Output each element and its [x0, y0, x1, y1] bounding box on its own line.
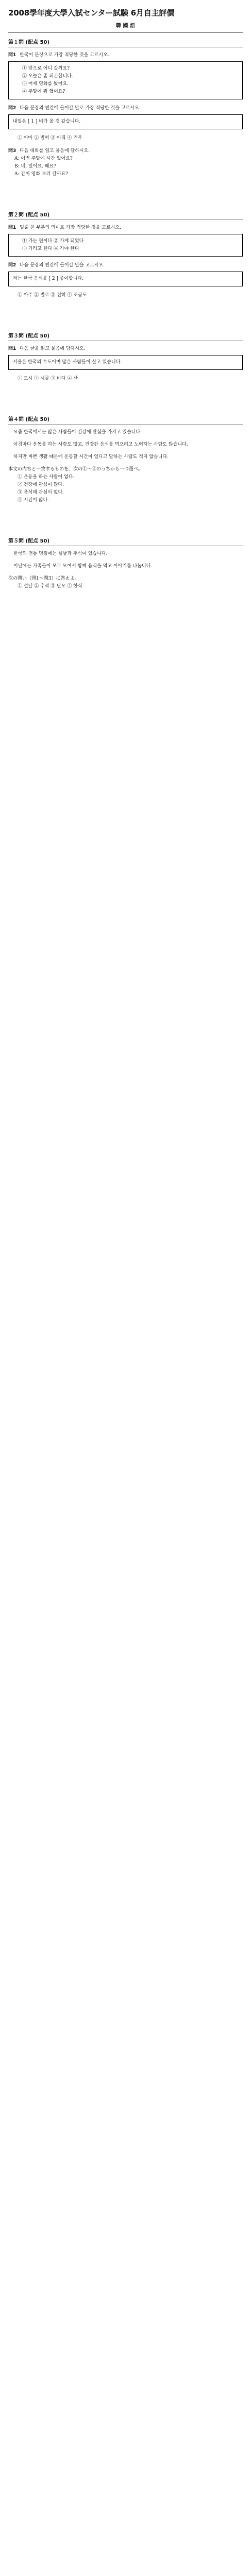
- option: ③ 음식에 관심이 없다.: [18, 490, 64, 495]
- question-text: 本文の内容と一致するものを、次の①～④のうちから一つ選べ。: [8, 467, 143, 472]
- option: ① 앞으로 어디 갈까요?: [22, 66, 70, 71]
- dialogue: [8, 155, 243, 178]
- section-heading: 第２問 (配点 50): [8, 210, 243, 220]
- sentence: 서울은 한국의 수도이며 많은 사람들이 살고 있습니다.: [13, 360, 122, 365]
- spacer: [8, 183, 243, 207]
- passage-paragraph: 이날에는 가족들이 모두 모여서 함께 음식을 먹고 이야기를 나눕니다.: [13, 564, 153, 569]
- passage-paragraph: 아침마다 운동을 하는 사람도 많고, 건강한 음식을 먹으려고 노력하는 사람도 많습니다.: [13, 442, 188, 447]
- question-number: 問1: [8, 53, 16, 58]
- question-block: [8, 147, 243, 178]
- question-block: [8, 262, 243, 299]
- options-row: ① 설날 ② 추석 ③ 단오 ④ 한식: [18, 584, 82, 589]
- spacer: [8, 510, 243, 533]
- section-2: [8, 210, 243, 299]
- question-text: 次の問い（問1～問3）に答えよ。: [8, 576, 79, 581]
- question-box: [8, 61, 243, 99]
- option: ① 가는 편이다 ② 가게 되었다: [22, 239, 84, 244]
- option: ② 오늘은 좀 피곤합니다.: [22, 74, 73, 79]
- question-text: 다음 문장의 빈칸에 들어갈 말을 고르시오.: [20, 263, 105, 268]
- section-heading: 第４問 (配点 50): [8, 415, 243, 425]
- question-block: [8, 52, 243, 99]
- question-number: 問3: [8, 148, 16, 154]
- question-text: 다음 문장의 빈칸에 들어갈 말로 가장 적당한 것을 고르시오.: [20, 106, 141, 111]
- options-row: ① 아주 ② 별로 ③ 전혀 ④ 조금도: [18, 293, 87, 298]
- question-box: [8, 355, 243, 370]
- option: ② 건강에 관심이 많다.: [18, 482, 64, 487]
- section-heading: 第５問 (配点 50): [8, 536, 243, 546]
- question-block: [8, 224, 243, 257]
- option: ④ 주말에 뭐 했어요?: [22, 89, 65, 94]
- question-block: [8, 105, 243, 142]
- spacer: [8, 304, 243, 328]
- passage-paragraph: 하지만 바쁜 생활 때문에 운동할 시간이 없다고 말하는 사람도 적지 않습니다.: [13, 454, 169, 460]
- question-text: 다음 대화를 읽고 물음에 답하시오.: [20, 148, 90, 154]
- section-heading: 第３問 (配点 50): [8, 331, 243, 341]
- sentence: 저는 한국 음식을 [ 2 ] 좋아합니다.: [13, 276, 84, 281]
- dialogue-line: A: 같이 영화 보러 갈까요?: [14, 172, 69, 177]
- dialogue-line: A: 이번 주말에 시간 있어요?: [14, 156, 73, 161]
- option: ③ 가려고 한다 ④ 가야 한다: [22, 246, 79, 251]
- dialogue-line: B: 네, 있어요. 왜요?: [14, 164, 56, 169]
- option: ① 운동을 하는 사람이 없다.: [18, 474, 75, 480]
- option: ④ 시간이 많다.: [18, 498, 49, 503]
- section-heading: 第１問 (配点 50): [8, 38, 243, 47]
- options-row: ① 도시 ② 시골 ③ 바다 ④ 산: [18, 376, 78, 381]
- question-text: 한국어 문장으로 가장 적당한 것을 고르시오.: [20, 53, 109, 58]
- spacer: [8, 388, 243, 412]
- question-number: 問1: [8, 225, 16, 230]
- question-box: [8, 114, 243, 129]
- section-3: [8, 331, 243, 383]
- question-number: 問2: [8, 106, 16, 111]
- passage-paragraph: 한국의 전통 명절에는 설날과 추석이 있습니다.: [13, 551, 108, 556]
- question-number: 問2: [8, 263, 16, 268]
- document-title: 2008學年度大學入試センター試験 6月自主評價: [8, 8, 175, 18]
- option: ③ 어제 영화를 봤어요.: [22, 81, 69, 87]
- question-text: 밑줄 친 부분의 의미로 가장 적당한 것을 고르시오.: [20, 225, 121, 230]
- subject-name: 韓 國 語: [116, 23, 135, 29]
- question-number: 問1: [8, 346, 16, 351]
- passage-paragraph: 요즘 한국에서는 많은 사람들이 건강에 관심을 가지고 있습니다.: [13, 430, 142, 435]
- options-row: ① 아마 ② 벌써 ③ 아직 ④ 겨우: [18, 135, 82, 141]
- section-1: [8, 38, 243, 178]
- section-4: [8, 415, 243, 504]
- question-block: [8, 466, 243, 504]
- question-text: 다음 글을 읽고 물음에 답하시오.: [20, 346, 86, 351]
- question-block: [8, 575, 243, 590]
- question-box: [8, 272, 243, 286]
- question-box: [8, 234, 243, 257]
- question-block: [8, 345, 243, 383]
- sentence: 내일은 [ 1 ] 비가 올 것 같습니다.: [13, 119, 81, 124]
- section-5: [8, 536, 243, 590]
